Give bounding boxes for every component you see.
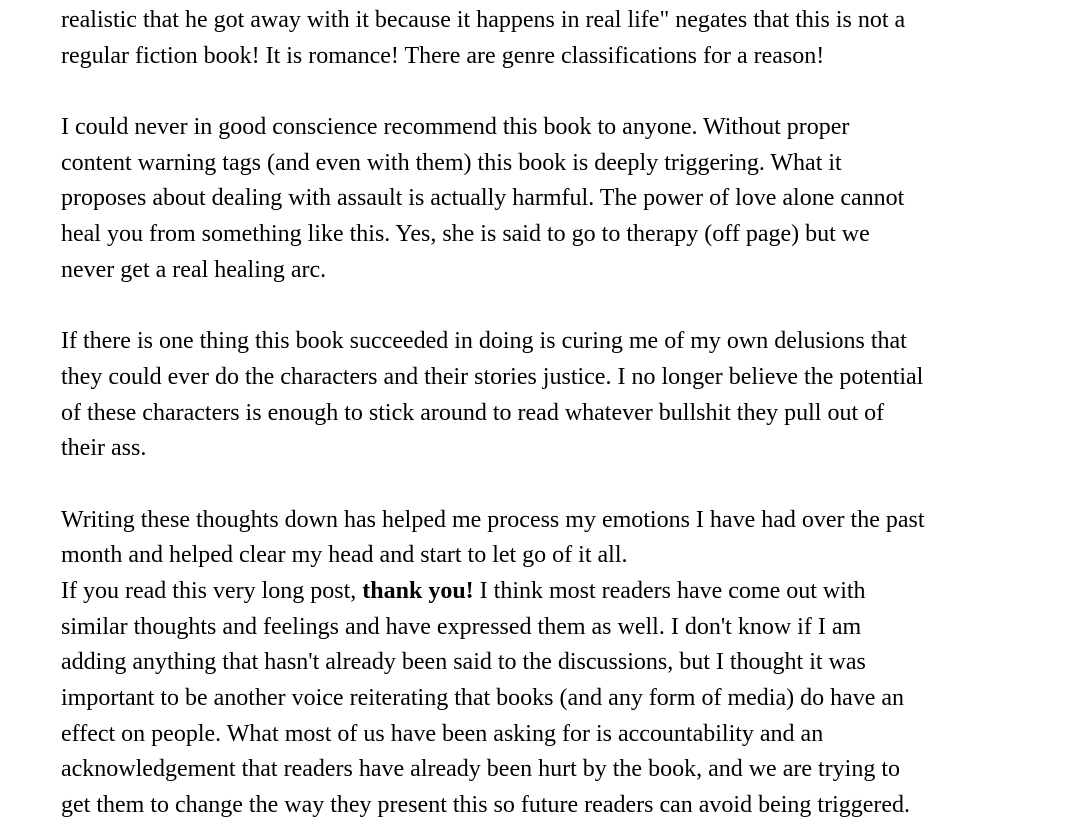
thank-you-line <box>61 574 1051 610</box>
text-line: similar thoughts and feelings and have expressed them as well. I don't know if I am <box>61 613 862 640</box>
text-line: Writing these thoughts down has helped me process my emotions I have had over the past <box>61 506 925 533</box>
paragraph-genre <box>61 3 1051 74</box>
text-line: proposes about dealing with assault is actually harmful. The power of love alone cannot <box>61 185 905 212</box>
text-line: If there is one thing this book succeeded in doing is curing me of my own delusions that <box>61 328 907 355</box>
paragraph-gap <box>61 74 1051 110</box>
thank-line-before: If you read this very long post, <box>61 578 363 604</box>
text-line: of these characters is enough to stick around to read whatever bullshit they pull out of <box>61 399 885 426</box>
text-line: adding anything that hasn't already been said to the discussions, but I thought it was <box>61 649 866 676</box>
text-line: realistic that he got away with it because it happens in real life" negates that this is not a <box>61 7 906 33</box>
text-line: never get a real healing arc. <box>61 256 327 283</box>
paragraph-gap <box>61 289 1051 325</box>
paragraph-closing <box>61 503 1051 824</box>
thank-line-after: I think most readers have come out with <box>473 578 866 604</box>
text-line: get them to change the way they present this so future readers can avoid being triggered. <box>61 792 911 819</box>
thank-you-bold: thank you! <box>362 578 474 604</box>
paragraph-delusions <box>61 324 1051 467</box>
text-line: content warning tags (and even with them) this book is deeply triggering. What it <box>61 149 842 176</box>
text-line: important to be another voice reiterating that books (and any form of media) do have an <box>61 685 905 712</box>
text-line: they could ever do the characters and their stories justice. I no longer believe the potential <box>61 363 924 390</box>
text-line: effect on people. What most of us have been asking for is accountability and an <box>61 720 824 747</box>
text-line: month and helped clear my head and start to let go of it all. <box>61 542 628 569</box>
paragraph-recommendation <box>61 110 1051 288</box>
text-line: regular fiction book! It is romance! There are genre classifications for a reason! <box>61 42 825 69</box>
text-line: acknowledgement that readers have already been hurt by the book, and we are trying to <box>61 756 901 783</box>
text-line: their ass. <box>61 435 147 462</box>
post-body <box>61 3 1051 824</box>
paragraph-gap <box>61 467 1051 503</box>
text-line: heal you from something like this. Yes, she is said to go to therapy (off page) but we <box>61 221 870 248</box>
text-line: I could never in good conscience recommend this book to anyone. Without proper <box>61 114 850 141</box>
